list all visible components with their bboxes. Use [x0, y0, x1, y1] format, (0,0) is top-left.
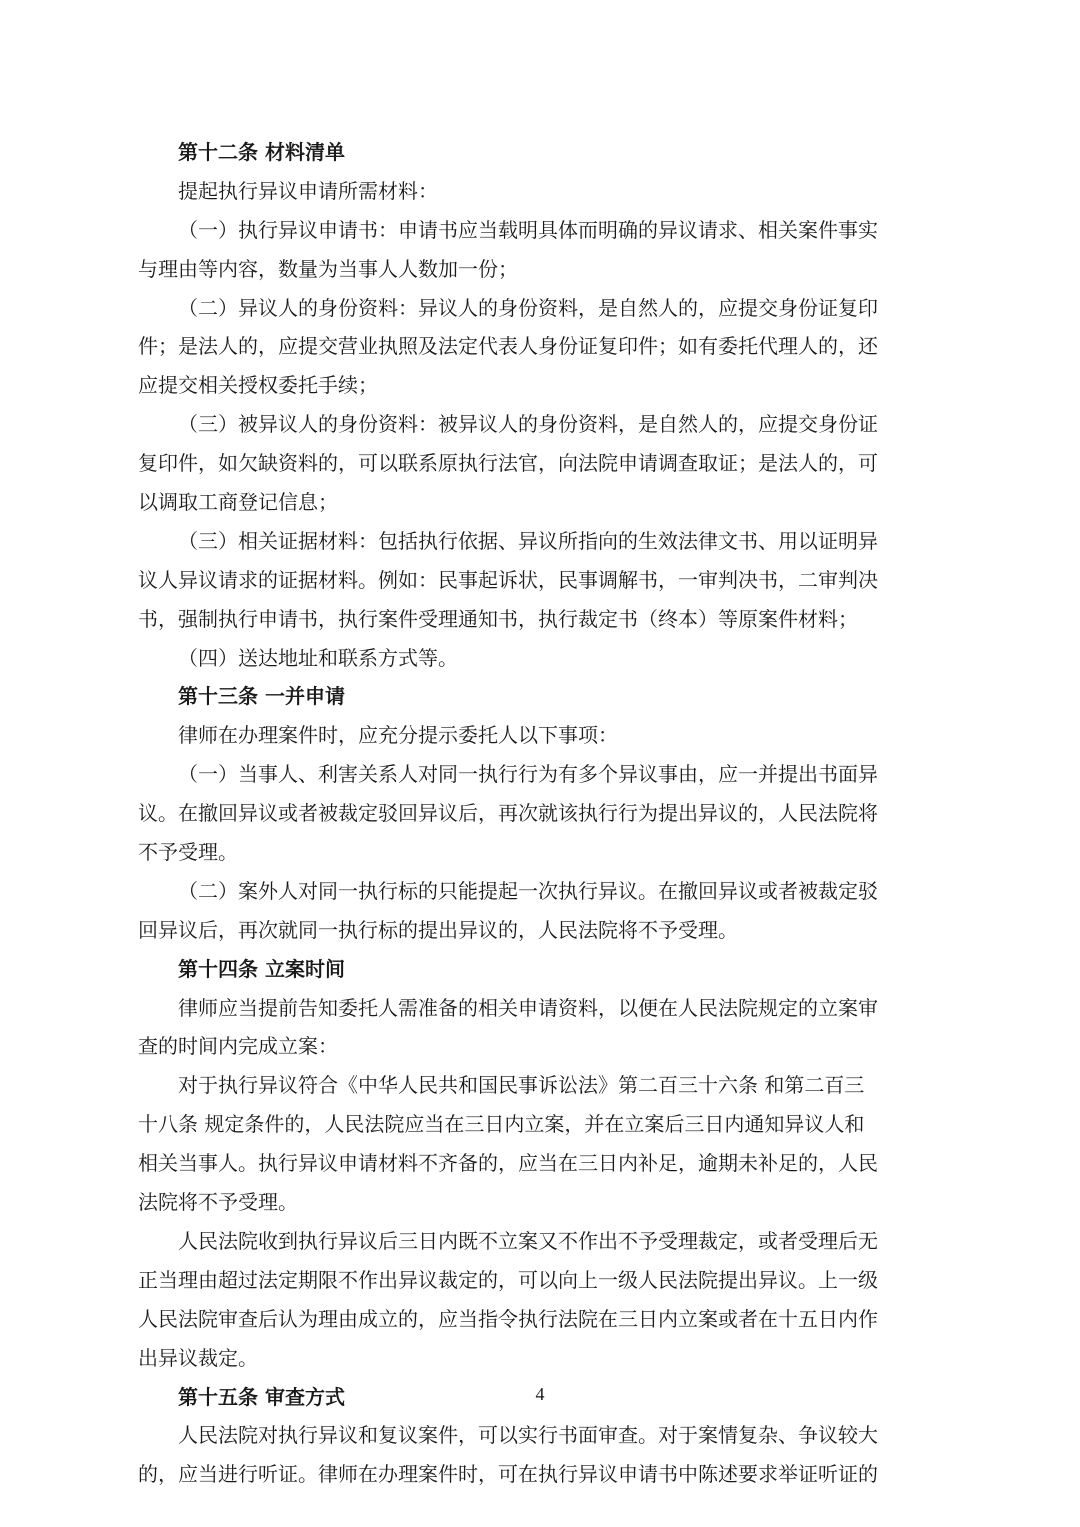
text-line: 以调取工商登记信息；: [138, 490, 338, 515]
text-line: 复印件，如欠缺资料的，可以联系原执行法官，向法院申请调查取证；是法人的，可: [138, 451, 878, 476]
document-body: [138, 133, 938, 1494]
section-heading: 第十二条 材料清单: [178, 140, 345, 164]
text-line: 议。在撤回异议或者被裁定驳回异议后，再次就该执行行为提出异议的，人民法院将: [138, 801, 878, 826]
text-line: 法院将不予受理。: [138, 1190, 298, 1215]
text-line: 出异议裁定。: [138, 1345, 258, 1370]
text-line: 律师在办理案件时，应充分提示委托人以下事项：: [178, 723, 618, 748]
text-line: （一）执行异议申请书：申请书应当载明具体而明确的异议请求、相关案件事实: [178, 217, 878, 242]
text-line: 人民法院审查后认为理由成立的，应当指令执行法院在三日内立案或者在十五日内作: [138, 1306, 878, 1331]
text-line: 书，强制执行申请书，执行案件受理通知书，执行裁定书（终本）等原案件材料；: [138, 606, 858, 631]
section-heading: 第十五条 审查方式: [178, 1384, 345, 1409]
text-line: 十八条 规定条件的，人民法院应当在三日内立案，并在立案后三日内通知异议人和: [138, 1112, 865, 1137]
section-heading: 第十三条 一并申请: [178, 684, 345, 709]
text-line: （三）被异议人的身份资料：被异议人的身份资料，是自然人的，应提交身份证: [178, 412, 878, 437]
text-line: （四）送达地址和联系方式等。: [178, 645, 458, 670]
page-number: 4: [535, 1384, 545, 1404]
text-line: 不予受理。: [138, 840, 238, 865]
text-line: （一）当事人、利害关系人对同一执行行为有多个异议事由，应一并提出书面异: [178, 762, 878, 787]
text-line: 相关当事人。执行异议申请材料不齐备的，应当在三日内补足，逾期未补足的，人民: [138, 1151, 878, 1176]
text-line: 的，应当进行听证。律师在办理案件时，可在执行异议申请书中陈述要求举证听证的: [138, 1462, 878, 1487]
section-heading: 第十四条 立案时间: [178, 956, 345, 981]
text-line: 律师应当提前告知委托人需准备的相关申请资料，以便在人民法院规定的立案审: [178, 995, 878, 1020]
text-line: 议人异议请求的证据材料。例如：民事起诉状，民事调解书，一审判决书，二审判决: [138, 567, 878, 592]
text-line: 正当理由超过法定期限不作出异议裁定的，可以向上一级人民法院提出异议。上一级: [138, 1267, 878, 1292]
text-line: 提起执行异议申请所需材料：: [178, 178, 438, 203]
text-line: 件；是法人的，应提交营业执照及法定代表人身份证复印件；如有委托代理人的，还: [138, 334, 878, 359]
text-line: 对于执行异议符合《中华人民共和国民事诉讼法》第二百三十六条 和第二百三: [178, 1073, 865, 1098]
text-line: 与理由等内容，数量为当事人人数加一份；: [138, 256, 518, 281]
text-line: （二）异议人的身份资料：异议人的身份资料，是自然人的，应提交身份证复印: [178, 295, 878, 320]
text-line: 人民法院对执行异议和复议案件，可以实行书面审查。对于案情复杂、争议较大: [178, 1423, 878, 1448]
text-line: 应提交相关授权委托手续；: [138, 373, 378, 398]
text-line: （三）相关证据材料：包括执行依据、异议所指向的生效法律文书、用以证明异: [178, 528, 878, 553]
text-line: 查的时间内完成立案：: [138, 1034, 338, 1059]
text-line: 人民法院收到执行异议后三日内既不立案又不作出不予受理裁定，或者受理后无: [178, 1228, 878, 1253]
text-line: （二）案外人对同一执行标的只能提起一次执行异议。在撤回异议或者被裁定驳: [178, 878, 878, 903]
text-line: 回异议后，再次就同一执行标的提出异议的，人民法院将不予受理。: [138, 917, 738, 942]
